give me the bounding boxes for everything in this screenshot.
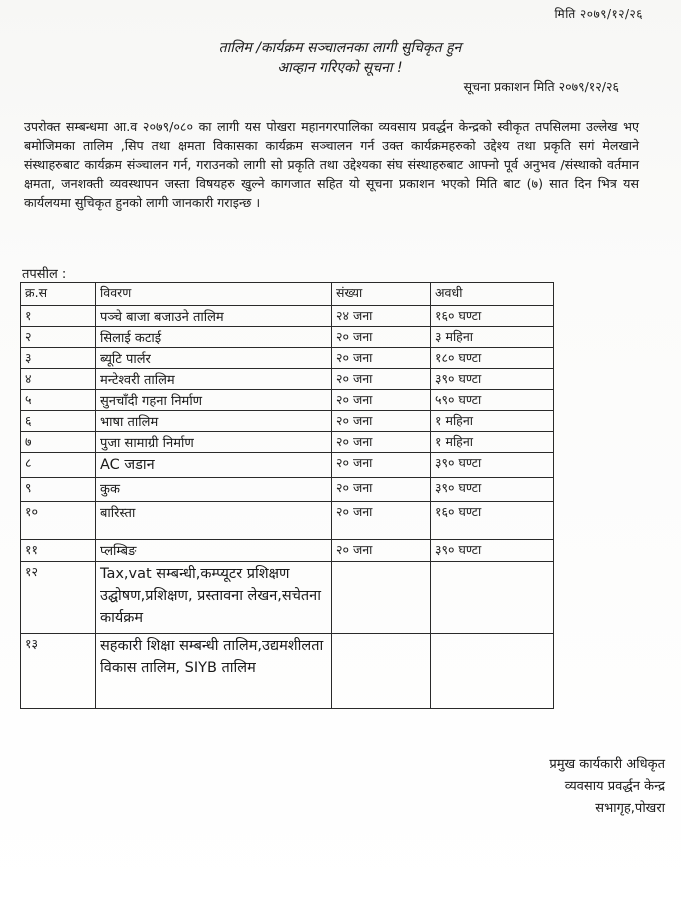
table-row [21,348,554,369]
header-serial: क्र.स [21,283,96,306]
table-row [21,478,554,502]
table-row [21,369,554,390]
cell-serial: १३ [21,634,96,709]
table-row [21,562,554,634]
publication-date: सूचना प्रकाशन मिति २०७९/१२/२६ [463,79,619,94]
table-row [21,453,554,478]
cell-description: AC जडान [96,453,332,478]
table-row [21,502,554,540]
cell-serial: ७ [21,432,96,453]
notice-title [120,38,560,78]
cell-description: प्लम्बिङ [96,540,332,562]
header-count: संख्या [332,283,431,306]
header-description: विवरण [96,283,332,306]
cell-count: २० जना [332,478,431,502]
table-row [21,306,554,327]
cell-description: कुक [96,478,332,502]
cell-count: २० जना [332,411,431,432]
cell-serial: १२ [21,562,96,634]
cell-duration: ३ महिना [431,327,554,348]
cell-count: २० जना [332,540,431,562]
signature-office: व्यवसाय प्रवर्द्धन केन्द्र [564,779,665,794]
training-table [20,282,554,709]
cell-description: बारिस्ता [96,502,332,540]
table-row [21,327,554,348]
table-header-row [21,283,554,306]
cell-serial: ३ [21,348,96,369]
cell-description: पञ्चे बाजा बजाउने तालिम [96,306,332,327]
cell-duration: ३९० घण्टा [431,453,554,478]
cell-count: २० जना [332,432,431,453]
cell-duration: १८० घण्टा [431,348,554,369]
table-row [21,432,554,453]
cell-duration: ३९० घण्टा [431,478,554,502]
cell-serial: ९ [21,478,96,502]
cell-serial: ११ [21,540,96,562]
cell-duration: १ महिना [431,411,554,432]
cell-count: २० जना [332,390,431,411]
cell-description: ब्यूटि पार्लर [96,348,332,369]
cell-description: सुनचाँदी गहना निर्माण [96,390,332,411]
table-row [21,411,554,432]
cell-description: सहकारी शिक्षा सम्बन्धी तालिम,उद्यमशीलता विकास तालिम, SIYB तालिम [96,634,332,709]
cell-duration: १६० घण्टा [431,306,554,327]
cell-serial: ६ [21,411,96,432]
cell-serial: २ [21,327,96,348]
signature-location: सभागृह,पोखरा [595,801,665,816]
table-row [21,540,554,562]
table-row [21,390,554,411]
cell-serial: ५ [21,390,96,411]
cell-count [332,562,431,634]
cell-description: पुजा सामाग्री निर्माण [96,432,332,453]
cell-description: Tax,vat सम्बन्धी,कम्प्यूटर प्रशिक्षण उद्घोषण,प्रशिक्षण, प्रस्तावना लेखन,सचेतना कार्यक्रम [96,562,332,634]
cell-description: मन्टेश्वरी तालिम [96,369,332,390]
cell-count: २० जना [332,369,431,390]
cell-count: २० जना [332,327,431,348]
cell-count: २० जना [332,453,431,478]
cell-duration: ३९० घण्टा [431,369,554,390]
table-row [21,634,554,709]
notice-date: मिति २०७९/१२/२६ [554,7,643,21]
cell-duration: १ महिना [431,432,554,453]
cell-count: २० जना [332,502,431,540]
cell-duration: ३९० घण्टा [431,540,554,562]
cell-count [332,634,431,709]
cell-duration [431,634,554,709]
signature-title: प्रमुख कार्यकारी अधिकृत [549,757,665,772]
header-duration: अवधी [431,283,554,306]
notice-paragraph: उपरोक्त सम्बन्धमा आ.व २०७९/०८० का लागी यस पोखरा महानगरपालिका व्यवसाय प्रवर्द्धन केन्द्रको स्वीकृत तपसिलमा उल्लेख भए बमोजिमका तालिम ,सिप तथा क्षमता विकासका कार्यक्रम सञ्चालन गर्न उक्त कार्यक्रमहरुको उद्देश्य तथा प्रकृति सगं मेलखाने संस्थाहरुबाट कार्यक्रम संञ्चालन गर्न, गराउनको लागी सो प्रकृति तथा उद्देश्यका संघ संस्थाहरुबाट आफ्नो पूर्व अनुभव /संस्थाको वर्तमान क्षमता, जनशक्ती व्यवस्थापन जस्ता विषयहरु खुल्ने कागजात सहित यो सूचना प्रकाशन भएको मिति बाट (७) सात दिन भित्र यस कार्यलयमा सुचिकृत हुनको लागी जानकारी गराइन्छ । [24,119,639,210]
title-line-2: आव्हान गरिएको सूचना ! [277,60,403,76]
cell-serial: ८ [21,453,96,478]
title-line-1: तालिम /कार्यक्रम सञ्चालनका लागी सुचिकृत हुन [218,40,462,56]
signature-block [549,754,665,820]
cell-serial: १ [21,306,96,327]
cell-duration [431,562,554,634]
cell-description: भाषा तालिम [96,411,332,432]
cell-duration: १६० घण्टा [431,502,554,540]
cell-serial: १० [21,502,96,540]
cell-serial: ४ [21,369,96,390]
details-label: तपसील : [22,267,67,282]
cell-description: सिलाई कटाई [96,327,332,348]
cell-count: २० जना [332,348,431,369]
cell-count: २४ जना [332,306,431,327]
cell-duration: ५९० घण्टा [431,390,554,411]
